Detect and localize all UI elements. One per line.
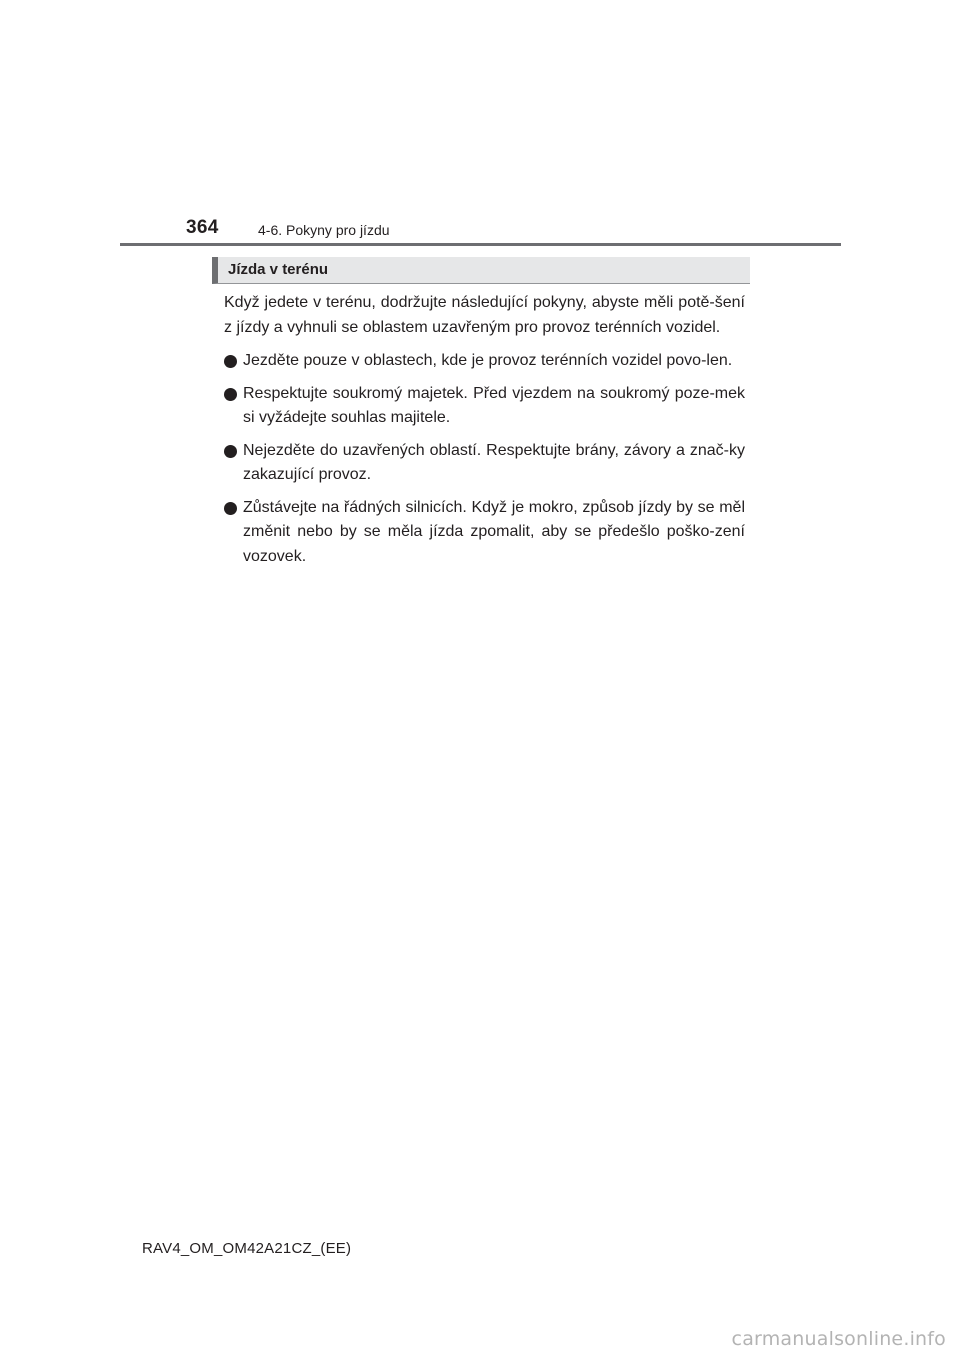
bullet-circle-icon [224,502,237,515]
watermark: carmanualsonline.info [731,1328,946,1350]
list-item-text: Jezděte pouze v oblastech, kde je provoz terénních vozidel povo-len. [243,352,733,369]
section-title: Jízda v terénu [228,261,329,278]
document-code: RAV4_OM_OM42A21CZ_(EE) [142,1240,352,1257]
list-item [224,496,745,570]
list-item-text: Respektujte soukromý majetek. Před vjezdem na soukromý poze-mek si vyžádejte souhlas majitele. [243,384,745,426]
list-item [224,382,745,431]
section-heading-bar [212,257,750,284]
guideline-list [224,349,745,569]
section-reference: 4-6. Pokyny pro jízdu [258,222,390,238]
list-item [224,439,745,488]
section-content [224,291,745,577]
bullet-circle-icon [224,355,237,368]
intro-paragraph: Když jedete v terénu, dodržujte následující pokyny, abyste měli potě-šení z jízdy a vyhnuli se oblastem uzavřeným pro provoz terénních vozidel. [224,294,745,336]
bullet-circle-icon [224,445,237,458]
list-item-text: Zůstávejte na řádných silnicích. Když je mokro, způsob jízdy by se měl změnit nebo by se měla jízda zpomalit, aby se předešlo poško-zení vozovek. [243,498,745,565]
page-number: 364 [186,217,219,238]
bullet-circle-icon [224,388,237,401]
header-divider [120,243,841,246]
list-item-text: Nejezděte do uzavřených oblastí. Respektujte brány, závory a znač-ky zakazující provoz. [243,441,745,483]
list-item [224,349,745,374]
